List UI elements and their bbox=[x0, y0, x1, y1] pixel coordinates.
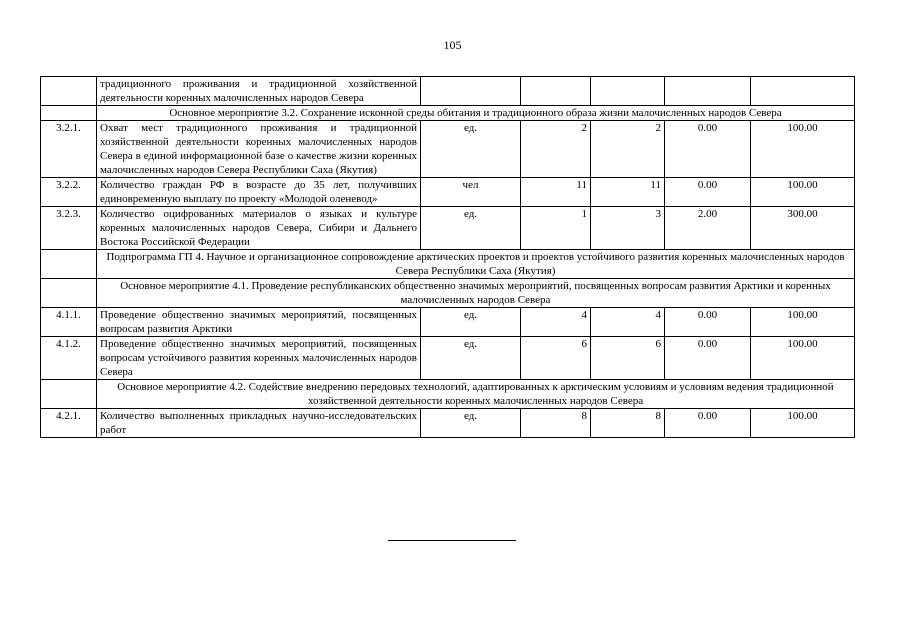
section-row bbox=[41, 380, 855, 409]
section-row bbox=[41, 279, 855, 308]
deviation-cell: 2.00 bbox=[665, 207, 751, 250]
row-number-cell: 4.2.1. bbox=[41, 409, 97, 438]
indicator-name-cell: традиционного проживания и традиционной хозяйственной деятельности коренных малочисленных народов Севера bbox=[97, 77, 421, 106]
row-number-cell: 4.1.1. bbox=[41, 308, 97, 337]
row-number-cell bbox=[41, 250, 97, 279]
table-row bbox=[41, 121, 855, 178]
completion-percent-cell: 100.00 bbox=[751, 409, 855, 438]
row-number-cell: 4.1.2. bbox=[41, 337, 97, 380]
deviation-cell: 0.00 bbox=[665, 178, 751, 207]
planned-value-cell: 1 bbox=[521, 207, 591, 250]
row-number-cell: 3.2.2. bbox=[41, 178, 97, 207]
unit-cell: ед. bbox=[421, 337, 521, 380]
completion-percent-cell bbox=[751, 77, 855, 106]
indicator-name-cell: Количество граждан РФ в возрасте до 35 лет, получивших единовременную выплату по проекту «Молодой оленевод» bbox=[97, 178, 421, 207]
table-row bbox=[41, 207, 855, 250]
deviation-cell: 0.00 bbox=[665, 337, 751, 380]
planned-value-cell: 4 bbox=[521, 308, 591, 337]
indicator-name-cell: Проведение общественно значимых мероприятий, посвященных вопросам развития Арктики bbox=[97, 308, 421, 337]
row-number-cell bbox=[41, 380, 97, 409]
section-heading: Основное мероприятие 3.2. Сохранение исконной среды обитания и традиционного образа жизни малочисленных народов Севера bbox=[97, 106, 855, 121]
table-row bbox=[41, 308, 855, 337]
row-number-cell: 3.2.3. bbox=[41, 207, 97, 250]
unit-cell: ед. bbox=[421, 308, 521, 337]
completion-percent-cell: 100.00 bbox=[751, 121, 855, 178]
actual-value-cell: 2 bbox=[591, 121, 665, 178]
actual-value-cell: 8 bbox=[591, 409, 665, 438]
page-number: 105 bbox=[443, 38, 462, 52]
completion-percent-cell: 300.00 bbox=[751, 207, 855, 250]
indicator-name-cell: Количество выполненных прикладных научно-исследовательских работ bbox=[97, 409, 421, 438]
planned-value-cell: 2 bbox=[521, 121, 591, 178]
deviation-cell: 0.00 bbox=[665, 308, 751, 337]
row-number-cell bbox=[41, 279, 97, 308]
section-row bbox=[41, 106, 855, 121]
deviation-cell bbox=[665, 77, 751, 106]
deviation-cell: 0.00 bbox=[665, 409, 751, 438]
unit-cell: чел bbox=[421, 178, 521, 207]
actual-value-cell: 6 bbox=[591, 337, 665, 380]
planned-value-cell: 6 bbox=[521, 337, 591, 380]
footer-divider bbox=[388, 540, 516, 541]
indicators-table bbox=[40, 76, 855, 438]
unit-cell bbox=[421, 77, 521, 106]
table-row bbox=[41, 337, 855, 380]
row-number-cell: 3.2.1. bbox=[41, 121, 97, 178]
row-number-cell bbox=[41, 77, 97, 106]
indicator-name-cell: Охват мест традиционного проживания и традиционной хозяйственной деятельности коренных малочисленных народов Севера в единой информационной базе о качестве жизни коренных малочисленных народов Севера Республики Саха (Якутия) bbox=[97, 121, 421, 178]
completion-percent-cell: 100.00 bbox=[751, 337, 855, 380]
unit-cell: ед. bbox=[421, 409, 521, 438]
table-row bbox=[41, 409, 855, 438]
row-number-cell bbox=[41, 106, 97, 121]
section-heading: Основное мероприятие 4.1. Проведение республиканских общественно значимых мероприятий, посвященных вопросам развития Арктики и коренных малочисленных народов Севера bbox=[97, 279, 855, 308]
section-heading: Основное мероприятие 4.2. Содействие внедрению передовых технологий, адаптированных к арктическим условиям и условиям ведения традиционной хозяйственной деятельности коренных малочисленных народов Севера bbox=[97, 380, 855, 409]
completion-percent-cell: 100.00 bbox=[751, 308, 855, 337]
planned-value-cell: 8 bbox=[521, 409, 591, 438]
actual-value-cell: 11 bbox=[591, 178, 665, 207]
indicator-name-cell: Проведение общественно значимых мероприятий, посвященных вопросам устойчивого развития коренных малочисленных народов Севера bbox=[97, 337, 421, 380]
actual-value-cell: 4 bbox=[591, 308, 665, 337]
completion-percent-cell: 100.00 bbox=[751, 178, 855, 207]
planned-value-cell bbox=[521, 77, 591, 106]
unit-cell: ед. bbox=[421, 121, 521, 178]
deviation-cell: 0.00 bbox=[665, 121, 751, 178]
planned-value-cell: 11 bbox=[521, 178, 591, 207]
table-row bbox=[41, 178, 855, 207]
indicator-name-cell: Количество оцифрованных материалов о языках и культуре коренных малочисленных народов Севера, Сибири и Дальнего Востока Российской Федерации bbox=[97, 207, 421, 250]
actual-value-cell: 3 bbox=[591, 207, 665, 250]
section-row bbox=[41, 250, 855, 279]
actual-value-cell bbox=[591, 77, 665, 106]
table-row bbox=[41, 77, 855, 106]
section-heading: Подпрограмма ГП 4. Научное и организационное сопровождение арктических проектов и проектов устойчивого развития коренных малочисленных народов Севера Республики Саха (Якутия) bbox=[97, 250, 855, 279]
unit-cell: ед. bbox=[421, 207, 521, 250]
